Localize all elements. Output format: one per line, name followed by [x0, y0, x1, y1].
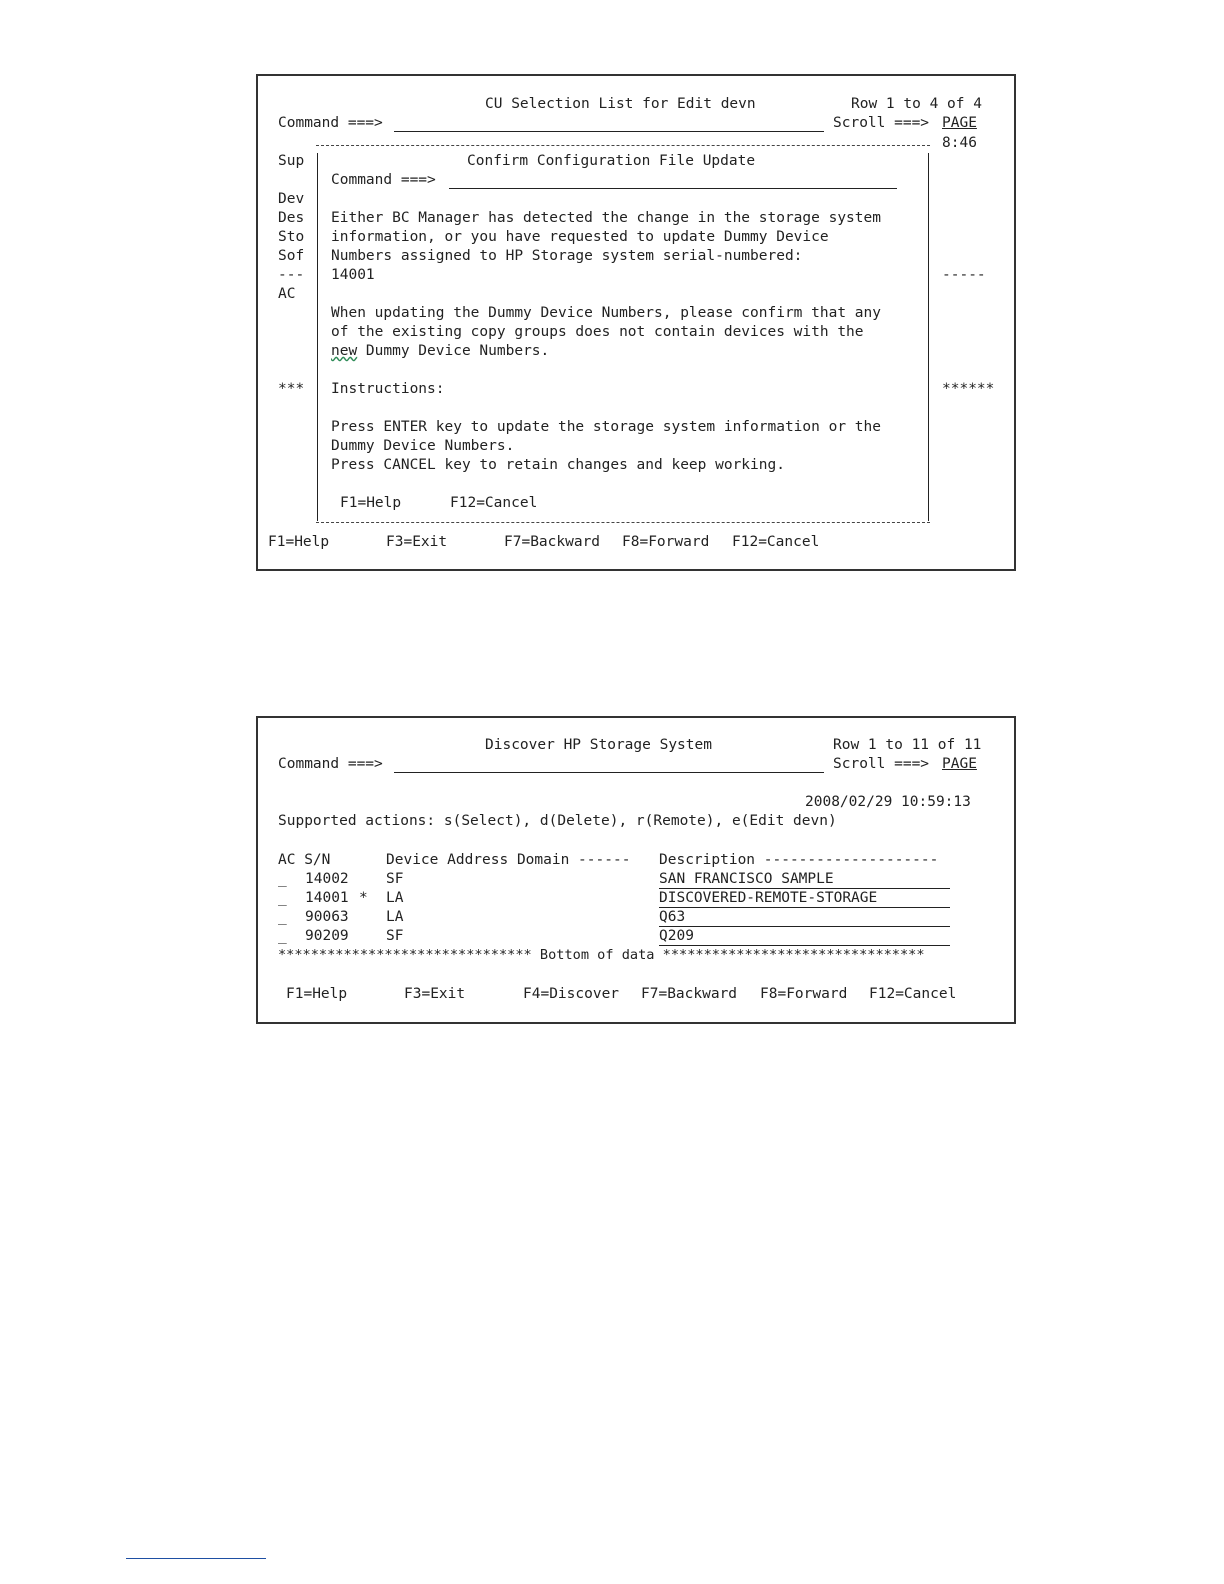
f8-forward-key[interactable]: F8=Forward: [622, 534, 710, 550]
description-field[interactable]: Q209: [659, 928, 694, 944]
command-input[interactable]: [394, 131, 824, 132]
popup-text-line: information, or you have requested to update Dummy Device: [331, 229, 829, 245]
serial-number: 90209: [305, 928, 349, 944]
header-ac-sn: AC S/N: [278, 852, 331, 868]
domain: SF: [386, 871, 404, 887]
popup-text-line: Press CANCEL key to retain changes and keep working.: [331, 457, 785, 473]
description-underline: [659, 945, 950, 946]
popup-command-label: Command ===>: [331, 172, 436, 188]
popup-text-line: Press ENTER key to update the storage system information or the: [331, 419, 881, 435]
action-code-field[interactable]: _: [278, 890, 287, 906]
scroll-value-field[interactable]: PAGE: [942, 115, 977, 131]
f12-cancel-key[interactable]: F12=Cancel: [869, 986, 957, 1002]
footnote-rule: [126, 1558, 266, 1559]
popup-top-border: [316, 145, 930, 146]
instructions-heading: Instructions:: [331, 381, 445, 397]
f1-help-key[interactable]: F1=Help: [286, 986, 348, 1002]
popup-text-line: of the existing copy groups does not contain devices with the: [331, 324, 864, 340]
screen-title: Discover HP Storage System: [485, 737, 712, 753]
f7-backward-key[interactable]: F7=Backward: [641, 986, 738, 1002]
popup-text-line: Either BC Manager has detected the change in the storage system: [331, 210, 881, 226]
popup-cancel-key[interactable]: F12=Cancel: [450, 495, 538, 511]
popup-text-line: [331, 343, 549, 360]
row-info: Row 1 to 4 of 4: [851, 96, 982, 112]
background-label: Sof: [278, 248, 305, 264]
supported-actions: Supported actions: s(Select), d(Delete), r(Remote), e(Edit devn): [278, 813, 837, 829]
f7-backward-key[interactable]: F7=Backward: [504, 534, 601, 550]
command-label: Command ===>: [278, 115, 383, 131]
bottom-of-data: ******************************* Bottom of data ********************************: [278, 947, 925, 963]
popup-title: Confirm Configuration File Update: [467, 153, 756, 169]
domain: LA: [386, 890, 404, 906]
cu-selection-screen: [256, 74, 1016, 571]
background-marker: -----: [942, 267, 986, 283]
action-code-field[interactable]: _: [278, 909, 287, 925]
f1-help-key[interactable]: F1=Help: [268, 534, 330, 550]
background-marker: ******: [942, 381, 995, 397]
scroll-value-field[interactable]: PAGE: [942, 756, 977, 772]
background-label: ***: [278, 381, 305, 397]
background-label: Sup: [278, 153, 305, 169]
popup-right-border: [928, 153, 929, 521]
popup-help-key[interactable]: F1=Help: [340, 495, 402, 511]
command-input[interactable]: [394, 772, 824, 773]
serial-number: 14001: [305, 890, 349, 906]
description-field[interactable]: DISCOVERED-REMOTE-STORAGE: [659, 890, 878, 906]
popup-text-line: Numbers assigned to HP Storage system serial-numbered:: [331, 248, 803, 264]
description-field[interactable]: Q63: [659, 909, 686, 925]
header-description: Description --------------------: [659, 852, 939, 868]
popup-left-border: [317, 153, 318, 521]
discover-storage-screen: [256, 716, 1016, 1024]
domain: SF: [386, 928, 404, 944]
background-label: Sto: [278, 229, 305, 245]
description-field[interactable]: SAN FRANCISCO SAMPLE: [659, 871, 834, 887]
popup-text-line: Dummy Device Numbers.: [331, 438, 515, 454]
f3-exit-key[interactable]: F3=Exit: [404, 986, 466, 1002]
screen-title: CU Selection List for Edit devn: [485, 96, 756, 112]
description-underline: [659, 926, 950, 927]
popup-bottom-border: [316, 522, 930, 523]
domain: LA: [386, 909, 404, 925]
popup-text-line: When updating the Dummy Device Numbers, please confirm that any: [331, 305, 881, 321]
serial-number: 14001: [331, 267, 375, 283]
background-label: Des: [278, 210, 305, 226]
action-code-field[interactable]: _: [278, 928, 287, 944]
action-code-field[interactable]: _: [278, 871, 287, 887]
datetime-display: 2008/02/29 10:59:13: [805, 794, 971, 810]
serial-number: 90063: [305, 909, 349, 925]
f8-forward-key[interactable]: F8=Forward: [760, 986, 848, 1002]
time-display: 8:46: [942, 135, 977, 151]
f3-exit-key[interactable]: F3=Exit: [386, 534, 448, 550]
f12-cancel-key[interactable]: F12=Cancel: [732, 534, 820, 550]
scroll-label: Scroll ===>: [833, 115, 930, 131]
row-info: Row 1 to 11 of 11: [833, 737, 982, 753]
background-label: ---: [278, 267, 305, 283]
header-domain: Device Address Domain ------: [386, 852, 631, 868]
popup-text-fragment: Dummy Device Numbers.: [357, 343, 550, 359]
command-label: Command ===>: [278, 756, 383, 772]
popup-command-input[interactable]: [449, 188, 897, 189]
serial-number: 14002: [305, 871, 349, 887]
remote-marker: *: [359, 890, 368, 906]
description-underline: [659, 907, 950, 908]
f4-discover-key[interactable]: F4=Discover: [523, 986, 620, 1002]
scroll-label: Scroll ===>: [833, 756, 930, 772]
background-label: AC: [278, 286, 296, 302]
description-underline: [659, 888, 950, 889]
spellcheck-word: new: [331, 343, 358, 359]
background-label: Dev: [278, 191, 305, 207]
